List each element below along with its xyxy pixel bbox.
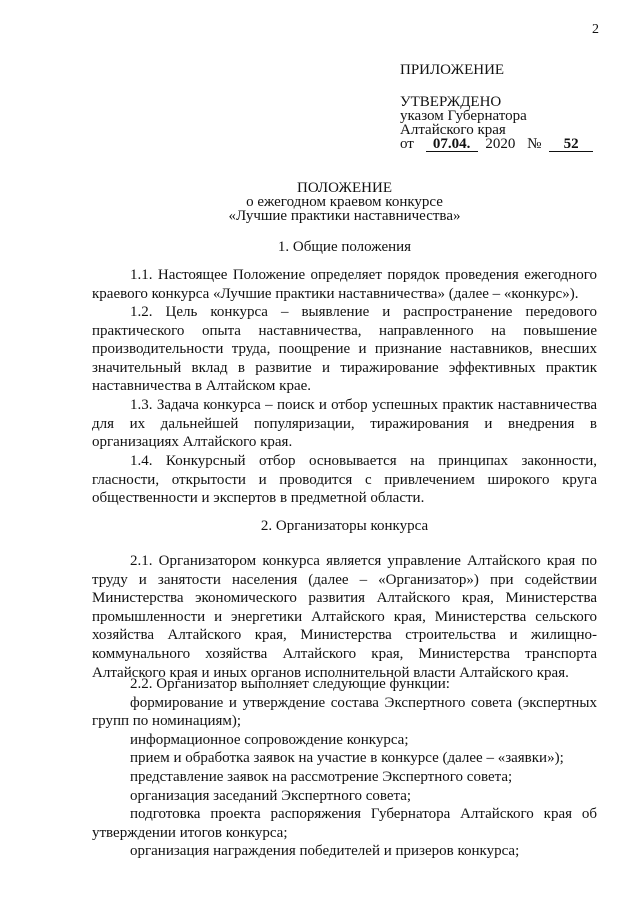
paragraph-1-3: 1.3. Задача конкурса – поиск и отбор успешных практик наставничества для их дальнейшей популяризации, тиражирования и внедрения в организациях Алтайского края. [92, 397, 597, 451]
paragraph-2-2-block [92, 675, 597, 861]
title-line-2: о ежегодном краевом конкурсе [246, 194, 443, 210]
number-label: № [527, 136, 542, 152]
list-item: организация заседаний Экспертного совета; [130, 787, 412, 804]
list-item: представление заявок на рассмотрение Экспертного совета; [130, 768, 513, 785]
approved-label: УТВЕРЖДЕНО [400, 94, 502, 110]
decree-year: 2020 [485, 136, 516, 152]
paragraph-1-2: 1.2. Цель конкурса – выявление и распространение передового практического опыта наставничества, направленного на повышение производительности труда, поощрение и признание наставников, внесших значительный вклад в развитие и тиражирование эффективных практик наставничества в Алтайском крае. [92, 304, 597, 395]
section-2-heading: 2. Организаторы конкурса [260, 518, 429, 534]
paragraph-1-4: 1.4. Конкурсный отбор основывается на принципах законности, гласности, открытости и проводится с привлечением широкого круга общественности и экспертов в предметной области. [92, 453, 597, 507]
list-item: организация награждения победителей и призеров конкурса; [130, 843, 520, 860]
list-item: подготовка проекта распоряжения Губернатора Алтайского края об утверждении итогов конкурса; [92, 806, 597, 841]
page-number: 2 [592, 22, 599, 37]
from-label: от [400, 136, 414, 152]
paragraph-2-2: 2.2. Организатор выполняет следующие функции: [130, 676, 450, 692]
paragraph-1-1: 1.1. Настоящее Положение определяет порядок проведения ежегодного краевого конкурса «Лучшие практики наставничества» (далее – «конкурс»). [92, 267, 597, 302]
region-label: Алтайского края [400, 122, 506, 138]
decree-by-label: указом Губернатора [400, 108, 527, 124]
title-main: ПОЛОЖЕНИЕ [297, 180, 392, 196]
decree-date-number [400, 137, 593, 152]
document-title [0, 181, 639, 223]
list-item: информационное сопровождение конкурса; [130, 731, 409, 748]
section-1-heading: 1. Общие положения [277, 239, 412, 255]
approval-block [400, 95, 593, 152]
appendix-label: ПРИЛОЖЕНИЕ [400, 62, 505, 78]
list-item: прием и обработка заявок на участие в конкурсе (далее – «заявки»); [130, 750, 564, 767]
title-line-3: «Лучшие практики наставничества» [228, 208, 461, 224]
paragraph-2-1: 2.1. Организатором конкурса является управление Алтайского края по труду и занятости населения (далее – «Организатор») при содействии Министерства экономического развития Алтайского края, Министерства промышленности и энергетики Алтайского края, Министерства сельского хозяйства Алтайского края, Министерства строительства и жилищно-коммунального хозяйства Алтайского края, Министерства транспорта Алтайского края и иных органов исполнительной власти Алтайского края. [92, 553, 597, 681]
decree-date-day: 07.04. [426, 138, 478, 152]
decree-number: 52 [549, 138, 593, 152]
list-item: формирование и утверждение состава Экспертного совета (экспертных групп по номинациям); [92, 694, 597, 730]
